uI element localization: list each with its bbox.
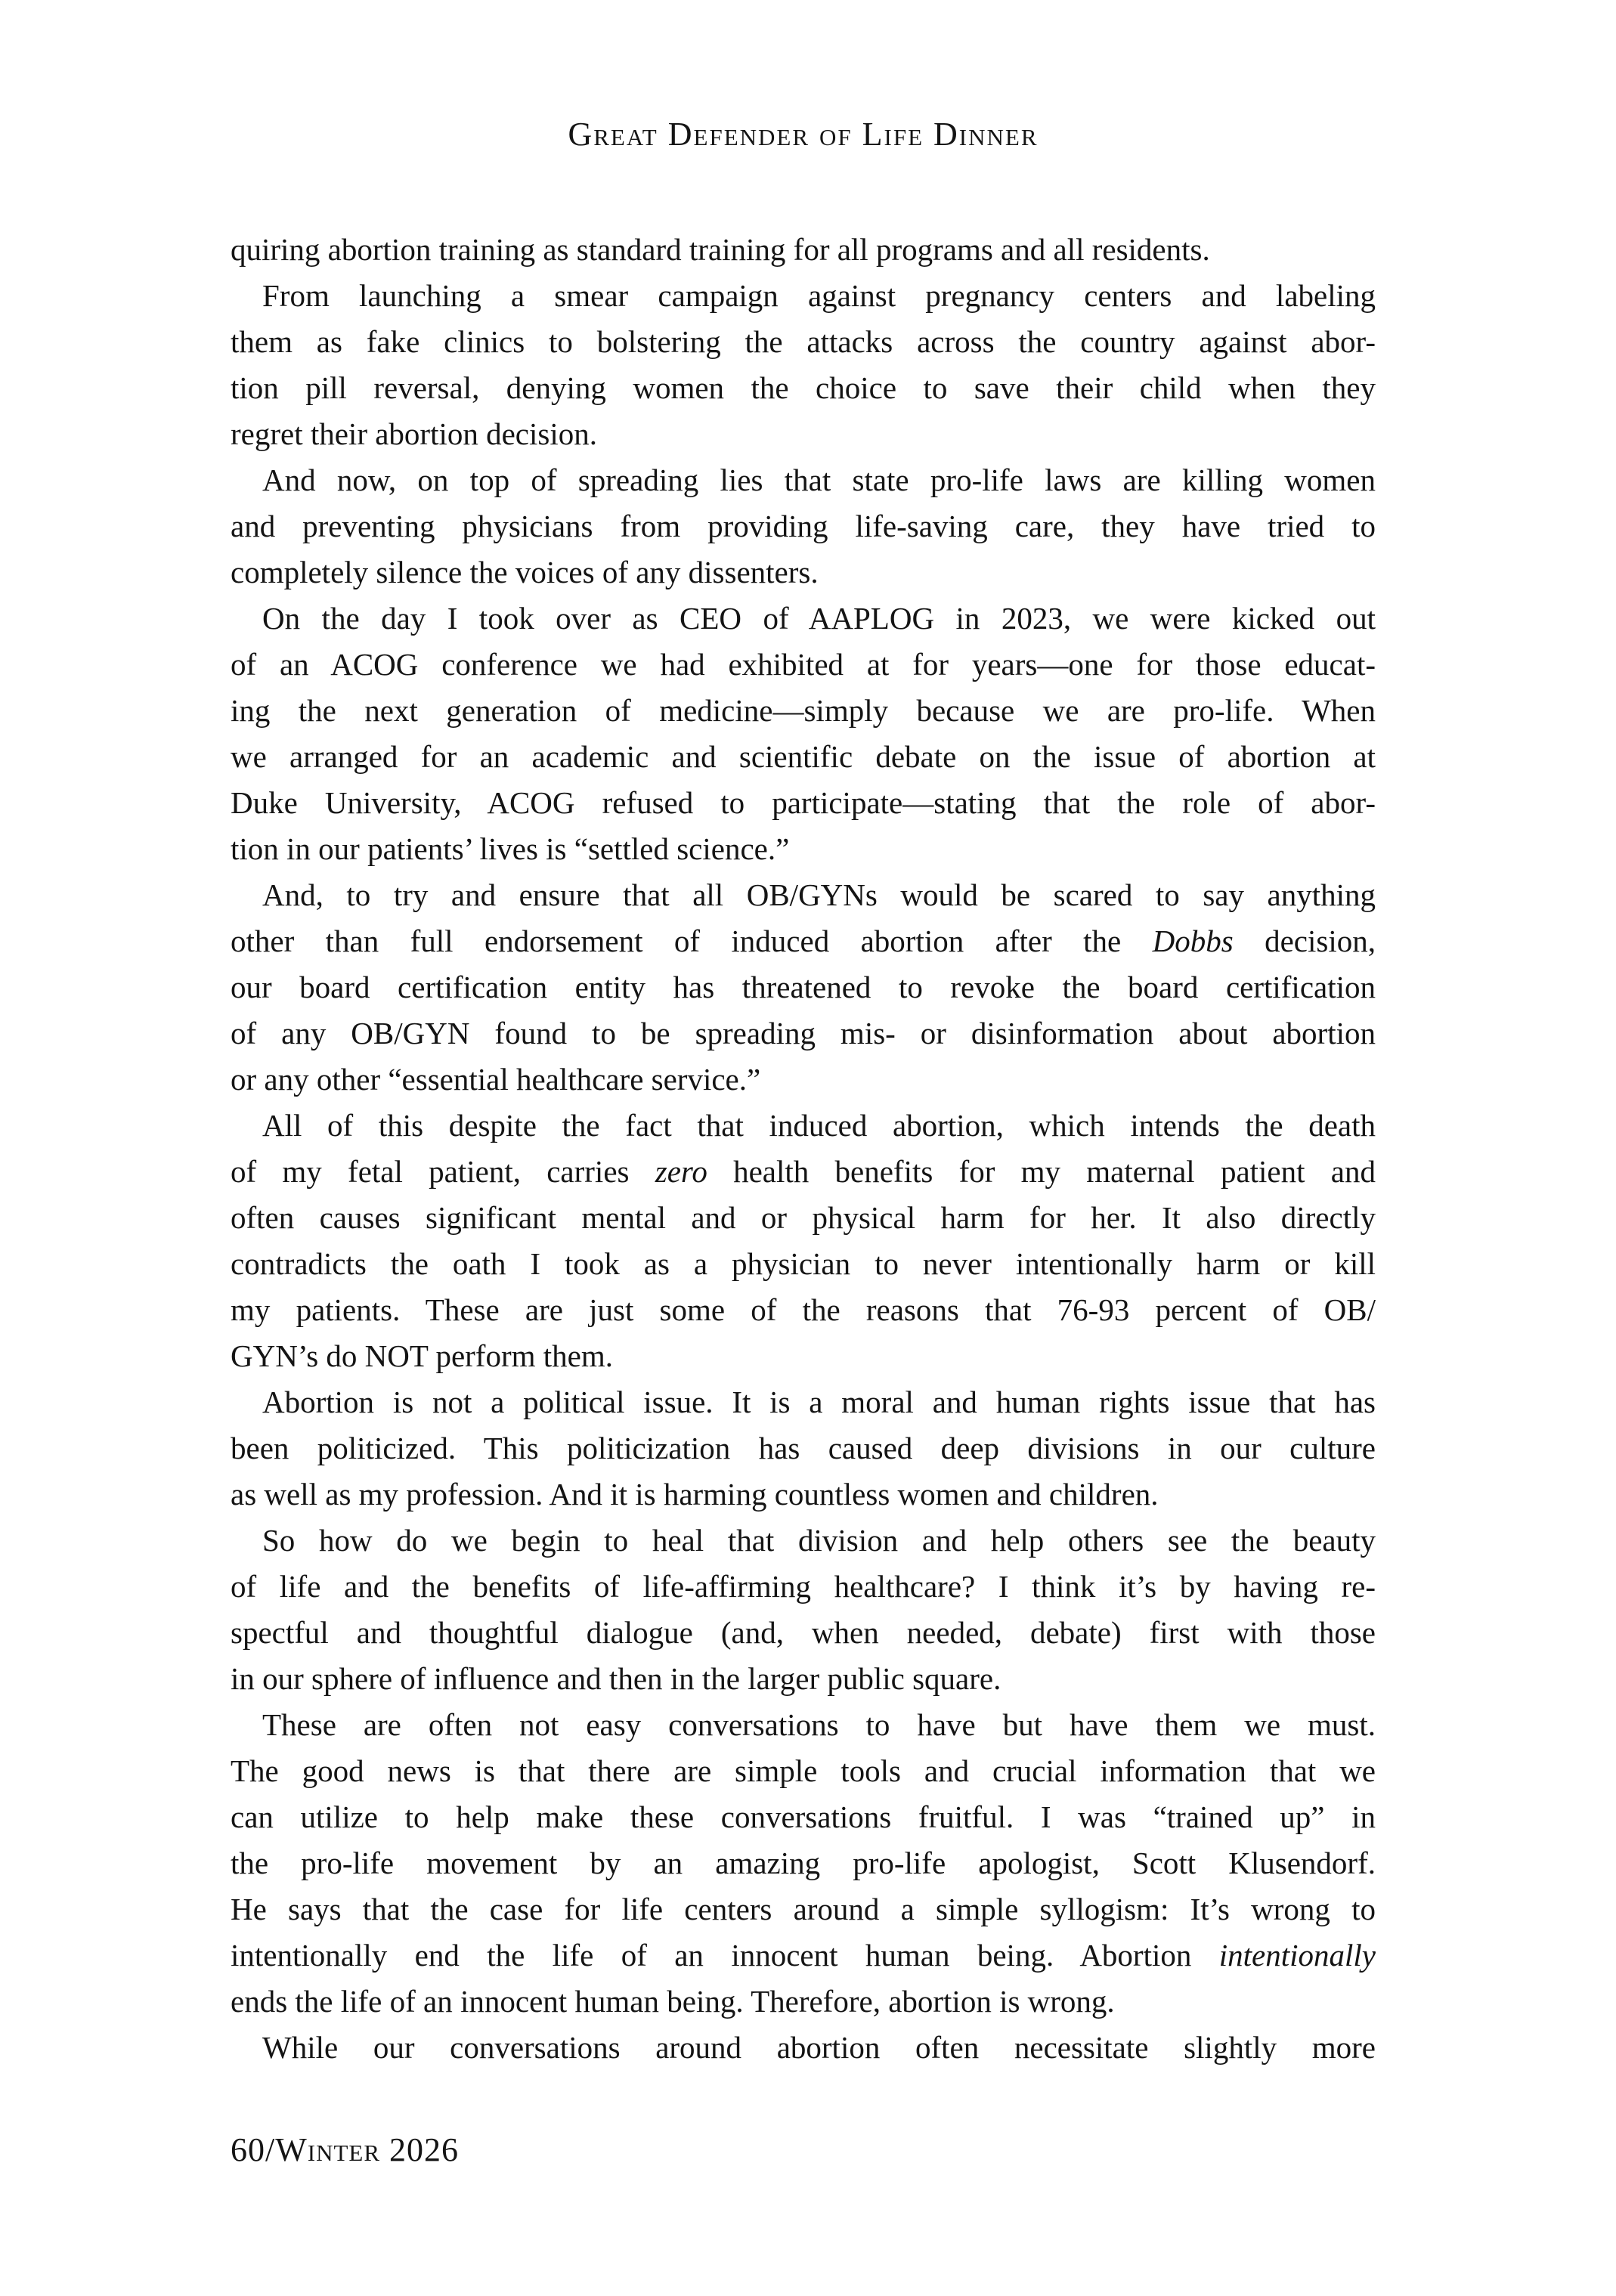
text-segment: ing the next generation of medicine—simply because we are pro-life. When bbox=[231, 693, 1376, 728]
text-segment: health benefits for my maternal patient and bbox=[707, 1154, 1376, 1189]
body-line bbox=[231, 1886, 1376, 1932]
body-line bbox=[231, 1932, 1376, 1979]
body-line bbox=[231, 596, 1376, 642]
body-line bbox=[231, 1471, 1376, 1518]
paragraph-indent bbox=[231, 1412, 262, 1413]
text-segment: So how do we begin to heal that division and help others see the beauty bbox=[262, 1523, 1376, 1558]
text-segment: tion pill reversal, denying women the choice to save their child when they bbox=[231, 370, 1376, 405]
text-segment: as well as my profession. And it is harming countless women and children. bbox=[231, 1477, 1159, 1512]
text-segment: ends the life of an innocent human being. Therefore, abortion is wrong. bbox=[231, 1984, 1115, 2019]
text-segment: other than full endorsement of induced abortion after the bbox=[231, 924, 1153, 958]
text-segment: While our conversations around abortion often necessitate slightly more bbox=[262, 2030, 1376, 2065]
text-segment: All of this despite the fact that induced abortion, which intends the death bbox=[262, 1108, 1376, 1143]
body-text bbox=[231, 227, 1376, 2071]
body-line bbox=[231, 1333, 1376, 1379]
body-line bbox=[231, 1287, 1376, 1333]
text-segment: Abortion is not a political issue. It is a moral and human rights issue that has bbox=[262, 1385, 1376, 1419]
text-segment: Duke University, ACOG refused to participate—stating that the role of abor- bbox=[231, 785, 1376, 820]
text-segment: The good news is that there are simple tools and crucial information that we bbox=[231, 1753, 1376, 1788]
body-line bbox=[231, 1564, 1376, 1610]
text-segment: spectful and thoughtful dialogue (and, when needed, debate) first with those bbox=[231, 1615, 1376, 1650]
body-line bbox=[231, 1149, 1376, 1195]
text-segment: tion in our patients’ lives is “settled science.” bbox=[231, 831, 790, 866]
text-segment: of an ACOG conference we had exhibited at for years—one for those educat- bbox=[231, 647, 1376, 682]
body-line bbox=[231, 1425, 1376, 1471]
text-segment: we arranged for an academic and scientific debate on the issue of abortion at bbox=[231, 739, 1376, 774]
body-line bbox=[231, 642, 1376, 688]
body-line bbox=[231, 1794, 1376, 1840]
body-line bbox=[231, 1979, 1376, 2025]
body-line bbox=[231, 503, 1376, 549]
body-line bbox=[231, 918, 1376, 964]
text-segment: often causes significant mental and or physical harm for her. It also directly bbox=[231, 1200, 1376, 1235]
text-segment: On the day I took over as CEO of AAPLOG in 2023, we were kicked out bbox=[262, 601, 1376, 636]
text-segment: in our sphere of influence and then in the larger public square. bbox=[231, 1661, 1001, 1696]
body-line bbox=[231, 1057, 1376, 1103]
paragraph-indent bbox=[231, 305, 262, 306]
body-line bbox=[231, 1010, 1376, 1057]
text-segment: completely silence the voices of any dissenters. bbox=[231, 555, 819, 589]
paragraph-indent bbox=[231, 2057, 262, 2058]
text-segment: or any other “essential healthcare service.” bbox=[231, 1062, 761, 1097]
body-line bbox=[231, 1103, 1376, 1149]
body-line bbox=[231, 688, 1376, 734]
text-segment: been politicized. This politicization has caused deep divisions in our culture bbox=[231, 1431, 1376, 1465]
text-segment: them as fake clinics to bolstering the attacks across the country against abor- bbox=[231, 324, 1376, 359]
text-segment: and preventing physicians from providing life-saving care, they have tried to bbox=[231, 509, 1376, 543]
body-line bbox=[231, 1379, 1376, 1425]
text-segment: our board certification entity has threatened to revoke the board certification bbox=[231, 970, 1376, 1004]
text-segment: regret their abortion decision. bbox=[231, 416, 597, 451]
body-line bbox=[231, 1656, 1376, 1702]
text-segment: of any OB/GYN found to be spreading mis- or disinformation about abortion bbox=[231, 1016, 1376, 1051]
body-line bbox=[231, 1748, 1376, 1794]
text-segment: These are often not easy conversations to have but have them we must. bbox=[262, 1707, 1376, 1742]
paragraph-indent bbox=[231, 628, 262, 629]
body-line bbox=[231, 1702, 1376, 1748]
body-line bbox=[231, 1610, 1376, 1656]
body-line bbox=[231, 2025, 1376, 2071]
text-segment: And, to try and ensure that all OB/GYNs would be scared to say anything bbox=[262, 877, 1376, 912]
body-line bbox=[231, 549, 1376, 596]
body-line bbox=[231, 734, 1376, 780]
text-segment: And now, on top of spreading lies that state pro-life laws are killing women bbox=[262, 463, 1376, 497]
body-line bbox=[231, 780, 1376, 826]
text-segment: can utilize to help make these conversations fruitful. I was “trained up” in bbox=[231, 1799, 1376, 1834]
text-segment: GYN’s do NOT perform them. bbox=[231, 1338, 613, 1373]
text-segment: contradicts the oath I took as a physician to never intentionally harm or kill bbox=[231, 1246, 1376, 1281]
text-segment: intentionally end the life of an innocent human being. Abortion bbox=[231, 1938, 1219, 1973]
italic-text-segment: intentionally bbox=[1218, 1938, 1376, 1973]
text-segment: of life and the benefits of life-affirming healthcare? I think it’s by having re- bbox=[231, 1569, 1376, 1604]
italic-text-segment: zero bbox=[655, 1154, 707, 1189]
body-line bbox=[231, 1518, 1376, 1564]
page-footer-folio: 60/Winter 2026 bbox=[231, 2131, 460, 2168]
body-line bbox=[231, 411, 1376, 457]
body-line bbox=[231, 319, 1376, 365]
text-segment: the pro-life movement by an amazing pro-life apologist, Scott Klusendorf. bbox=[231, 1846, 1376, 1880]
paragraph-indent bbox=[231, 1135, 262, 1136]
paragraph-indent bbox=[231, 1550, 262, 1551]
running-header: Great Defender of Life Dinner bbox=[568, 116, 1039, 153]
body-line bbox=[231, 1241, 1376, 1287]
italic-text-segment: Dobbs bbox=[1152, 924, 1234, 958]
text-segment: of my fetal patient, carries bbox=[231, 1154, 655, 1189]
body-line bbox=[231, 1195, 1376, 1241]
body-line bbox=[231, 227, 1376, 273]
body-line bbox=[231, 964, 1376, 1010]
body-line bbox=[231, 457, 1376, 503]
text-segment: From launching a smear campaign against pregnancy centers and labeling bbox=[262, 278, 1376, 313]
body-line bbox=[231, 273, 1376, 319]
text-segment: my patients. These are just some of the reasons that 76-93 percent of OB/ bbox=[231, 1292, 1376, 1327]
body-line bbox=[231, 1840, 1376, 1886]
text-segment: decision, bbox=[1233, 924, 1376, 958]
body-line bbox=[231, 872, 1376, 918]
paragraph-indent bbox=[231, 1734, 262, 1735]
body-line bbox=[231, 826, 1376, 872]
text-segment: quiring abortion training as standard training for all programs and all residents. bbox=[231, 232, 1210, 267]
body-line bbox=[231, 365, 1376, 411]
text-segment: He says that the case for life centers around a simple syllogism: It’s wrong to bbox=[231, 1892, 1376, 1926]
